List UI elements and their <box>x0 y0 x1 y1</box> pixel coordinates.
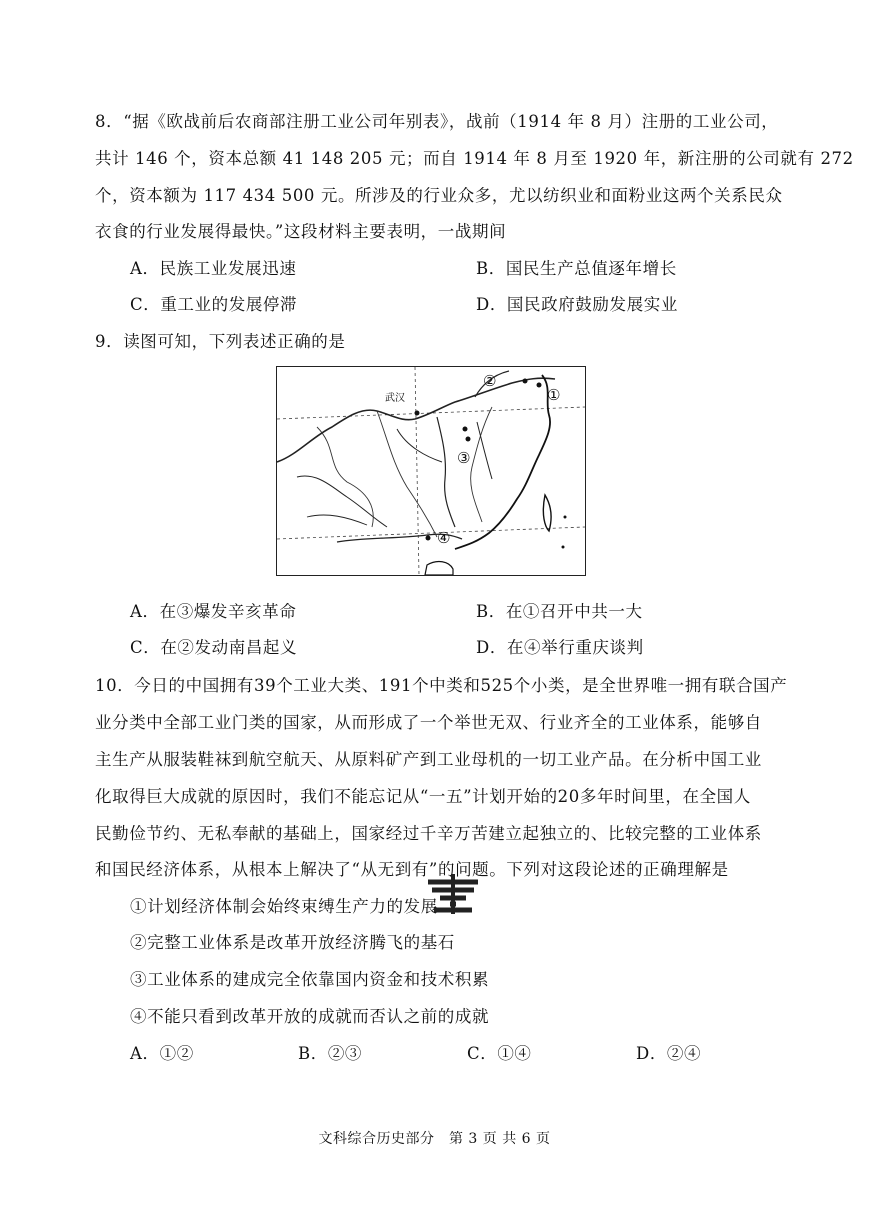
page-footer: 文科综合历史部分 第 3 页 共 6 页 <box>318 1131 551 1147</box>
map-marker-3: ③ <box>457 449 471 467</box>
q8-option-d: D．国民政府鼓励发展实业 <box>476 295 678 314</box>
q10-statement-3: ③工业体系的建成完全依靠国内资金和技术积累 <box>130 970 490 989</box>
q10-option-a: A．①② <box>130 1044 194 1063</box>
q8-line-2: 共计 146 个，资本总额 41 148 205 元；而自 1914 年 8 月至 1920 年，新注册的公司就有 272 <box>95 149 854 168</box>
map-marker-1: ① <box>547 386 561 404</box>
q10-line-6: 和国民经济体系，从根本上解决了“从无到有”的问题。下列对这段论述的正确理解是 <box>95 860 729 879</box>
map-drawing <box>277 367 585 575</box>
q8-option-b: B．国民生产总值逐年增长 <box>476 259 677 278</box>
q10-option-b: B．②③ <box>298 1044 363 1063</box>
q10-option-c: C．①④ <box>467 1044 532 1063</box>
q8-line-3: 个，资本额为 117 434 500 元。所涉及的行业众多，尤以纺织业和面粉业这两个关系民众 <box>95 186 783 205</box>
q10-line-2: 业分类中全部工业门类的国家，从而形成了一个举世无双、行业齐全的工业体系，能够自 <box>95 713 762 732</box>
map-marker-2: ② <box>483 372 497 390</box>
stamp-mark-icon <box>420 870 486 916</box>
q10-option-d: D．②④ <box>636 1044 702 1063</box>
q10-line-1: 10．今日的中国拥有39个工业大类、191个中类和525个小类，是全世界唯一拥有联合国产 <box>95 676 788 695</box>
q8-option-a: A．民族工业发展迅速 <box>130 259 297 278</box>
q8-line-4: 衣食的行业发展得最快。”这段材料主要表明，一战期间 <box>95 222 507 241</box>
q8-line-1: 8．“据《欧战前后农商部注册工业公司年别表》，战前（1914 年 8 月）注册的工业公司， <box>95 112 779 131</box>
q10-statement-4: ④不能只看到改革开放的成就而否认之前的成就 <box>130 1007 490 1026</box>
q9-option-a: A．在③爆发辛亥革命 <box>130 602 297 621</box>
china-map <box>276 366 586 576</box>
q9-option-d: D．在④举行重庆谈判 <box>476 638 644 657</box>
q9-stem: 9．读图可知，下列表述正确的是 <box>95 332 346 351</box>
map-marker-4: ④ <box>437 529 451 547</box>
map-city-label-wuhan: 武汉 <box>385 393 405 404</box>
q10-line-4: 化取得巨大成就的原因时，我们不能忘记从“一五”计划开始的20多年时间里，在全国人 <box>95 787 751 806</box>
q10-line-5: 民勤俭节约、无私奉献的基础上，国家经过千辛万苦建立起独立的、比较完整的工业体系 <box>95 824 762 843</box>
q9-option-c: C．在②发动南昌起义 <box>130 638 298 657</box>
q10-statement-2: ②完整工业体系是改革开放经济腾飞的基石 <box>130 933 455 952</box>
q10-statement-1: ①计划经济体制会始终束缚生产力的发展 <box>130 897 438 916</box>
q10-line-3: 主生产从服装鞋袜到航空航天、从原料矿产到工业母机的一切工业产品。在分析中国工业 <box>95 750 762 769</box>
q8-option-c: C．重工业的发展停滞 <box>130 295 298 314</box>
q9-option-b: B．在①召开中共一大 <box>476 602 643 621</box>
